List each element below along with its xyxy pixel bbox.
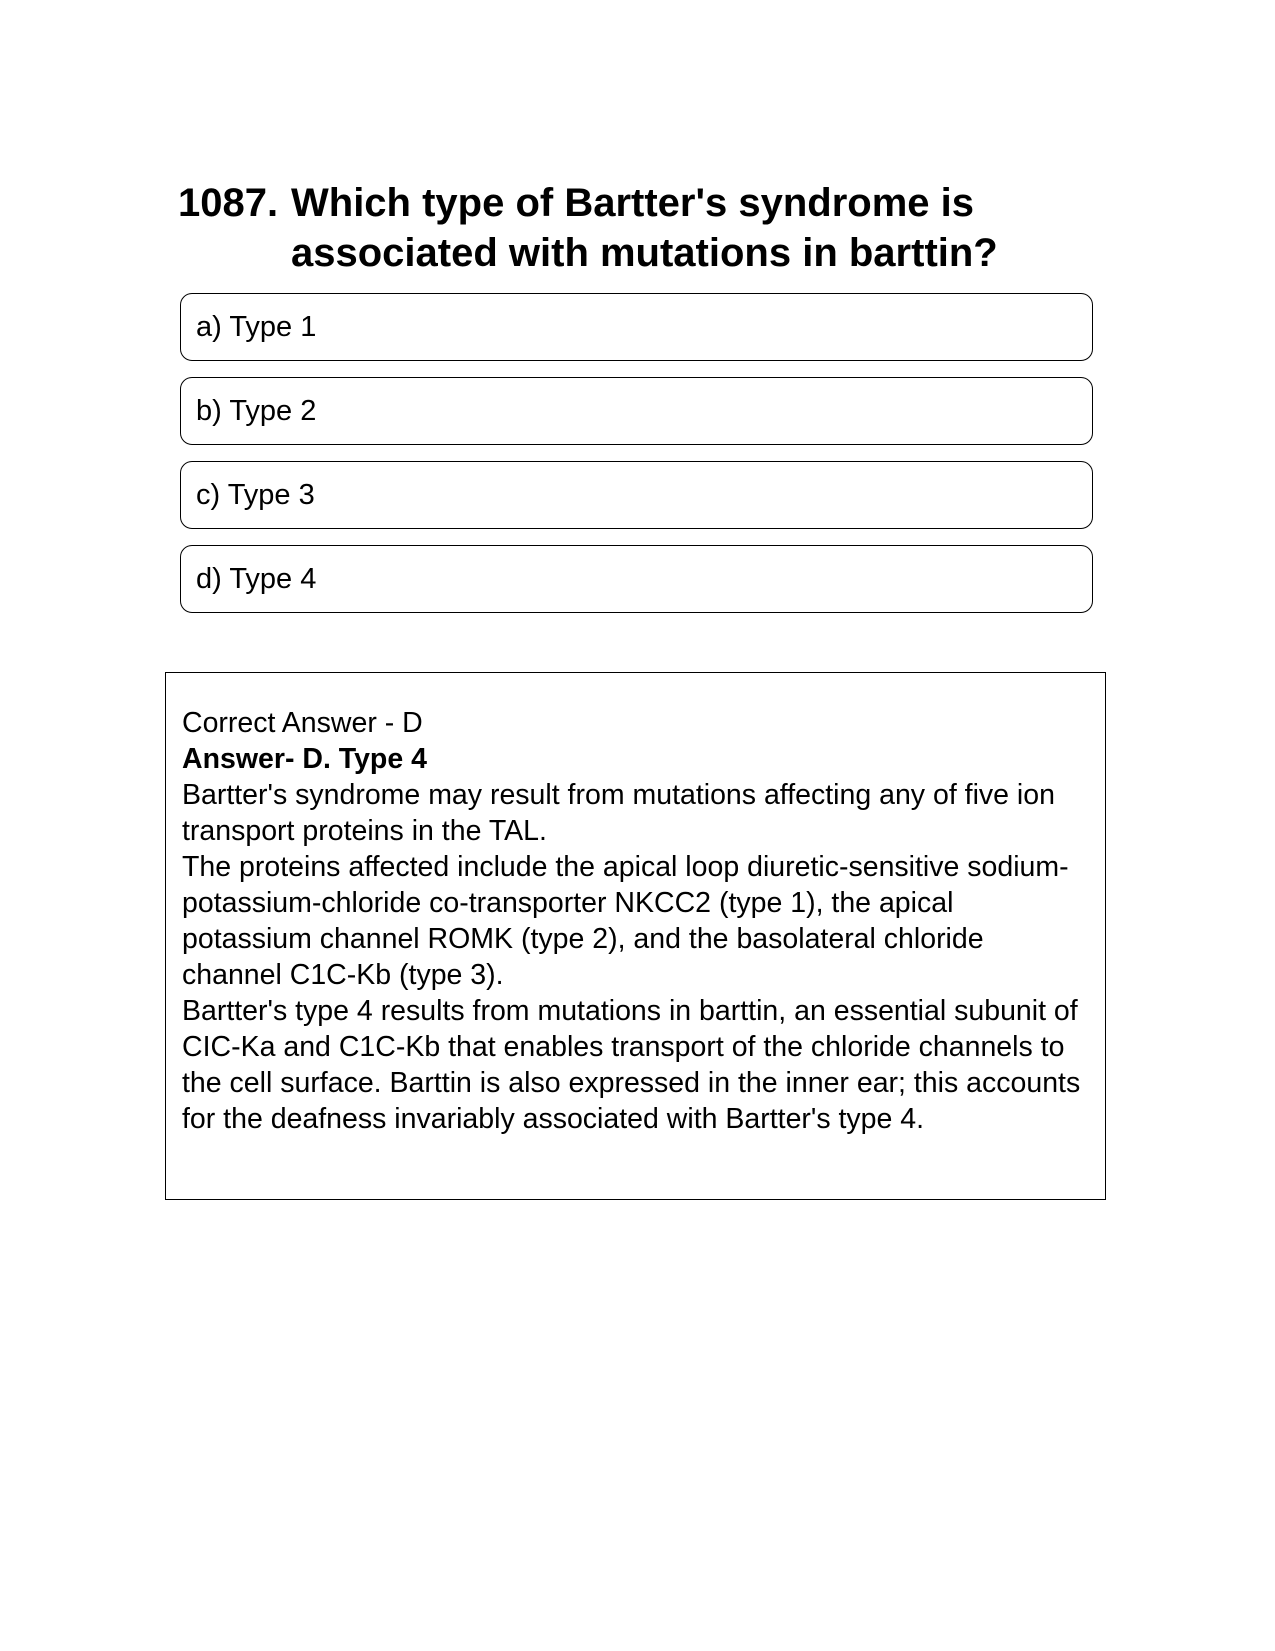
question-heading bbox=[178, 178, 1108, 278]
answer-heading: Answer- D. Type 4 bbox=[182, 743, 427, 775]
option-a[interactable]: a) Type 1 bbox=[180, 293, 1093, 361]
explanation-paragraph-2: The proteins affected include the apical loop diuretic-sensitive sodium-potassium-chloride co-transporter NKCC2 (type 1), the apical potassium channel ROMK (type 2), and the basolateral chloride channel C1C-Kb (type 3). bbox=[182, 851, 1069, 991]
option-d[interactable]: d) Type 4 bbox=[180, 545, 1093, 613]
question-number: 1087. bbox=[178, 181, 279, 225]
option-b[interactable]: b) Type 2 bbox=[180, 377, 1093, 445]
explanation-paragraph-3: Bartter's type 4 results from mutations in barttin, an essential subunit of CIC-Ka and C1C-Kb that enables transport of the chloride channels to the cell surface. Barttin is also expressed in the inner ear; this accounts for the deafness invariably associated with Bartter's type 4. bbox=[182, 995, 1081, 1135]
question-text: Which type of Bartter's syndrome is associated with mutations in barttin? bbox=[291, 181, 998, 275]
option-c[interactable]: c) Type 3 bbox=[180, 461, 1093, 529]
answer-explanation-box bbox=[165, 672, 1106, 1200]
options-list bbox=[180, 293, 1093, 629]
correct-answer-line: Correct Answer - D bbox=[182, 707, 423, 739]
explanation-paragraph-1: Bartter's syndrome may result from mutations affecting any of five ion transport proteins in the TAL. bbox=[182, 779, 1055, 847]
